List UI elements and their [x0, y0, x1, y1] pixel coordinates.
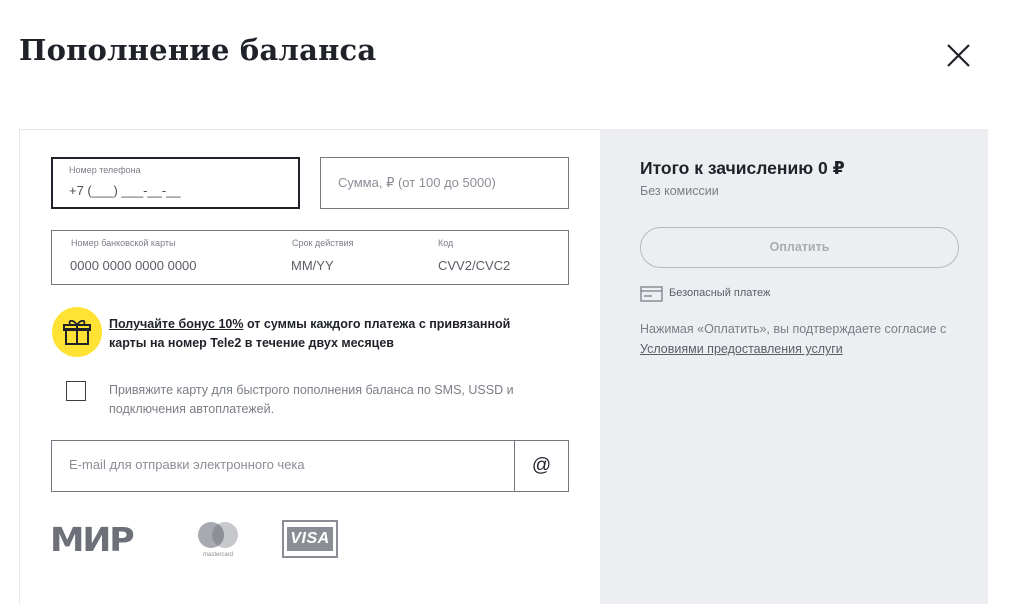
commission-text: Без комиссии [640, 184, 719, 198]
total-amount: Итого к зачислению 0 ₽ [640, 158, 845, 178]
secure-payment-label: Безопасный платеж [669, 287, 771, 299]
close-button[interactable] [940, 38, 976, 74]
amount-input[interactable]: Сумма, ₽ (от 100 до 5000) [338, 175, 496, 190]
bonus-badge [52, 307, 102, 357]
terms-link[interactable]: Условиями предоставления услуги [640, 342, 843, 356]
phone-caption: Номер телефона [69, 165, 141, 175]
bind-card-label: Привяжите карту для быстрого пополнения баланса по SMS, USSD и подключения автоплатежей. [109, 383, 514, 416]
bonus-link[interactable]: Получайте бонус 10% [109, 317, 244, 331]
card-number-input[interactable]: 0000 0000 0000 0000 [70, 258, 197, 273]
mastercard-logo [195, 520, 245, 562]
expiry-input[interactable]: MM/YY [291, 258, 334, 273]
email-input[interactable]: E-mail для отправки электронного чека [69, 457, 305, 472]
phone-field[interactable] [51, 157, 300, 209]
bonus-description: от суммы каждого платежа с привязанной карты на номер Tele2 в течение двух месяцев [109, 317, 511, 350]
mastercard-text: mastercard [202, 552, 233, 558]
expiry-caption: Срок действия [292, 238, 354, 248]
amount-field[interactable] [320, 157, 569, 209]
consent-prefix: Нажимая «Оплатить», вы подтверждаете согласие с [640, 322, 947, 336]
mastercard-circles-icon [195, 520, 245, 552]
close-icon [940, 38, 976, 74]
email-field[interactable] [51, 440, 515, 492]
mir-logo: МИР [50, 520, 133, 559]
page-title: Пополнение баланса [19, 33, 377, 67]
card-icon [640, 286, 663, 302]
bank-card-field[interactable] [51, 230, 569, 285]
code-input[interactable]: CVV2/CVC2 [438, 258, 511, 273]
consent-text [640, 319, 970, 359]
code-caption: Код [438, 238, 454, 248]
pay-button[interactable]: Оплатить [640, 227, 959, 268]
visa-logo [282, 520, 338, 558]
at-icon: @ [531, 455, 552, 476]
gift-icon [52, 307, 102, 357]
card-number-caption: Номер банковской карты [71, 238, 176, 248]
secure-card-icon [640, 286, 663, 302]
phone-input[interactable]: +7 (___) ___-__-__ [69, 183, 181, 198]
bonus-text [109, 315, 549, 353]
at-symbol-button[interactable] [514, 440, 569, 492]
bind-card-checkbox[interactable] [66, 381, 86, 401]
summary-panel [600, 129, 988, 604]
visa-text: VISA [287, 527, 333, 551]
